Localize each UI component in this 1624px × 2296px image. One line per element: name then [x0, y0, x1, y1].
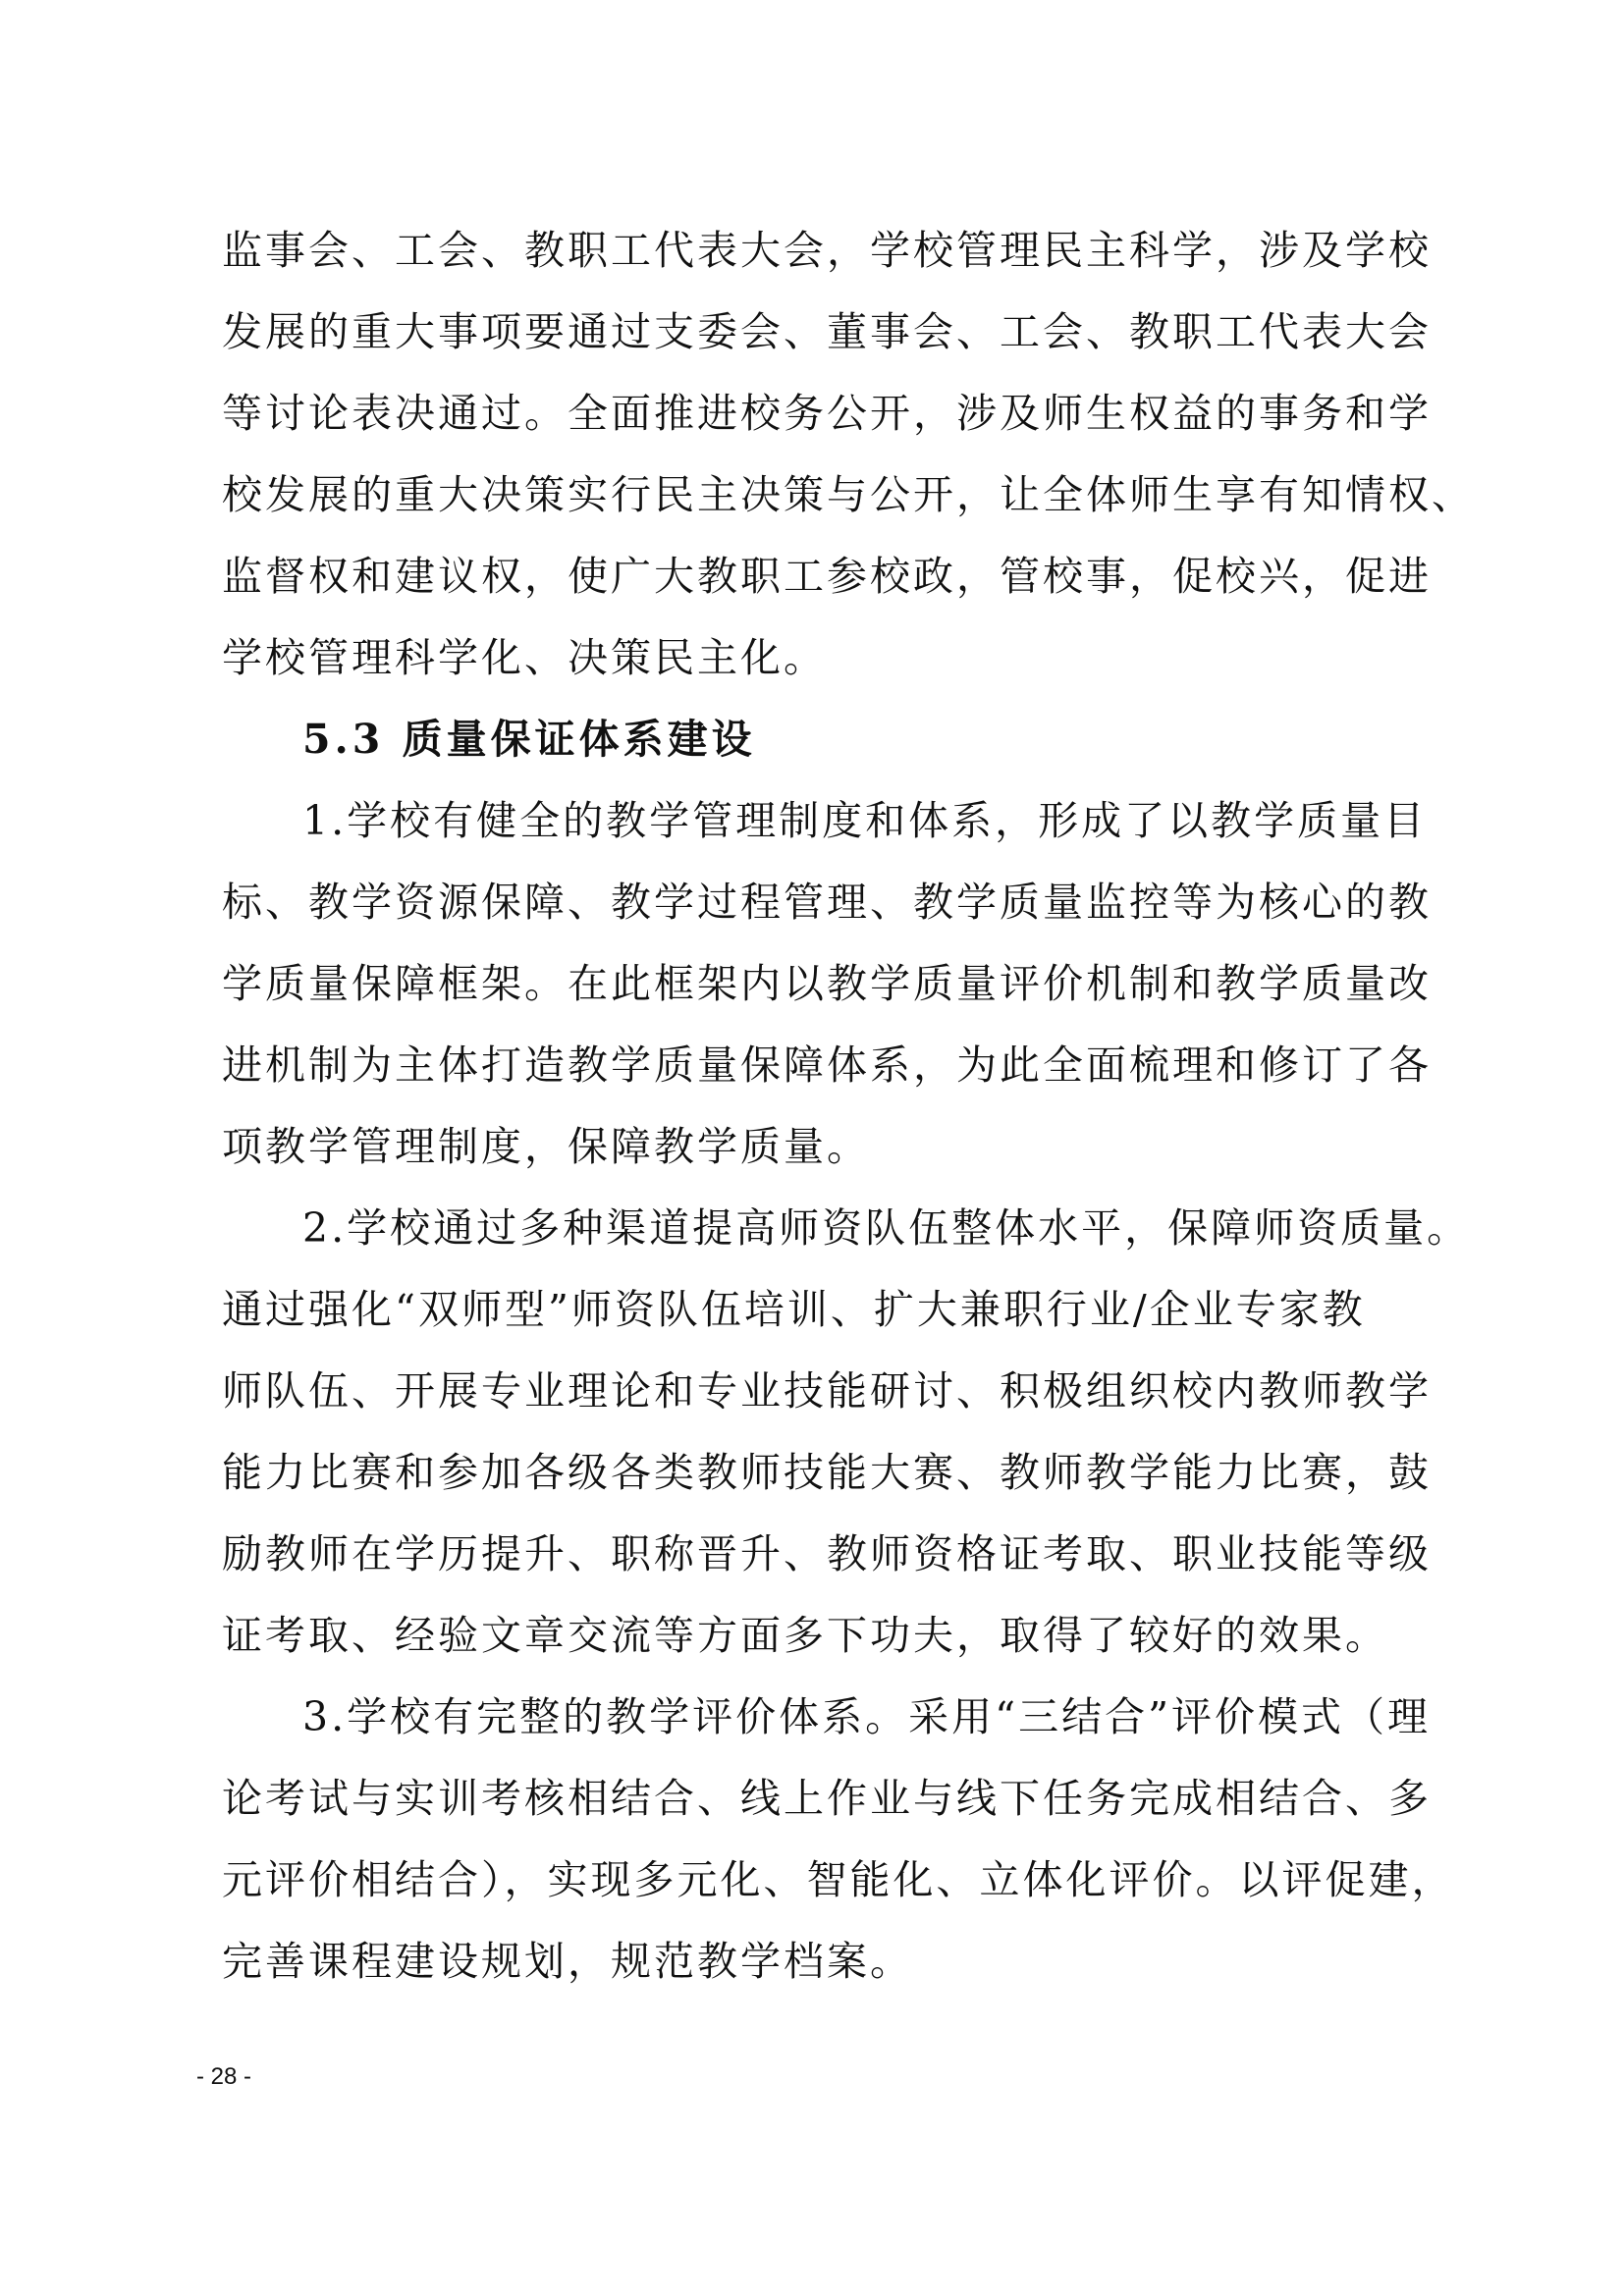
text-line: 证考取、经验文章交流等方面多下功夫，取得了较好的效果。 [222, 1612, 1388, 1659]
text-line: 校发展的重大决策实行民主决策与公开，让全体师生享有知情权、 [222, 471, 1475, 518]
text-line: 通过强化“双师型”师资队伍培训、扩大兼职行业/企业专家教 [222, 1286, 1366, 1333]
text-line: 完善课程建设规划，规范教学档案。 [222, 1938, 913, 1985]
text-line: 2.学校通过多种渠道提高师资队伍整体水平，保障师资质量。 [302, 1204, 1471, 1252]
text-line: 学校管理科学化、决策民主化。 [222, 634, 827, 681]
text-line: 进机制为主体打造教学质量保障体系，为此全面梳理和修订了各 [222, 1041, 1432, 1089]
text-line: 论考试与实训考核相结合、线上作业与线下任务完成相结合、多 [222, 1775, 1432, 1822]
text-line: 标、教学资源保障、教学过程管理、教学质量监控等为核心的教 [222, 879, 1432, 926]
text-line: 1.学校有健全的教学管理制度和体系，形成了以教学质量目 [302, 797, 1428, 844]
text-line: 监督权和建议权，使广大教职工参校政，管校事，促校兴，促进 [222, 553, 1432, 600]
text-line: 发展的重大事项要通过支委会、董事会、工会、教职工代表大会 [222, 308, 1432, 355]
text-line: 学质量保障框架。在此框架内以教学质量评价机制和教学质量改 [222, 960, 1432, 1007]
text-line: 等讨论表决通过。全面推进校务公开，涉及师生权益的事务和学 [222, 390, 1432, 437]
text-line: 能力比赛和参加各级各类教师技能大赛、教师教学能力比赛，鼓 [222, 1449, 1432, 1496]
page-number: - 28 - [196, 2063, 252, 2090]
body-text [222, 210, 1475, 2002]
section-heading: 5.3 质量保证体系建设 [302, 716, 756, 763]
text-line: 元评价相结合），实现多元化、智能化、立体化评价。以评促建， [222, 1856, 1455, 1903]
text-line: 励教师在学历提升、职称晋升、教师资格证考取、职业技能等级 [222, 1530, 1432, 1577]
text-line: 监事会、工会、教职工代表大会，学校管理民主科学，涉及学校 [222, 227, 1432, 274]
text-line: 项教学管理制度，保障教学质量。 [222, 1123, 870, 1170]
text-line: 师队伍、开展专业理论和专业技能研讨、积极组织校内教师教学 [222, 1367, 1432, 1415]
text-line: 3.学校有完整的教学评价体系。采用“三结合”评价模式（理 [302, 1693, 1432, 1740]
